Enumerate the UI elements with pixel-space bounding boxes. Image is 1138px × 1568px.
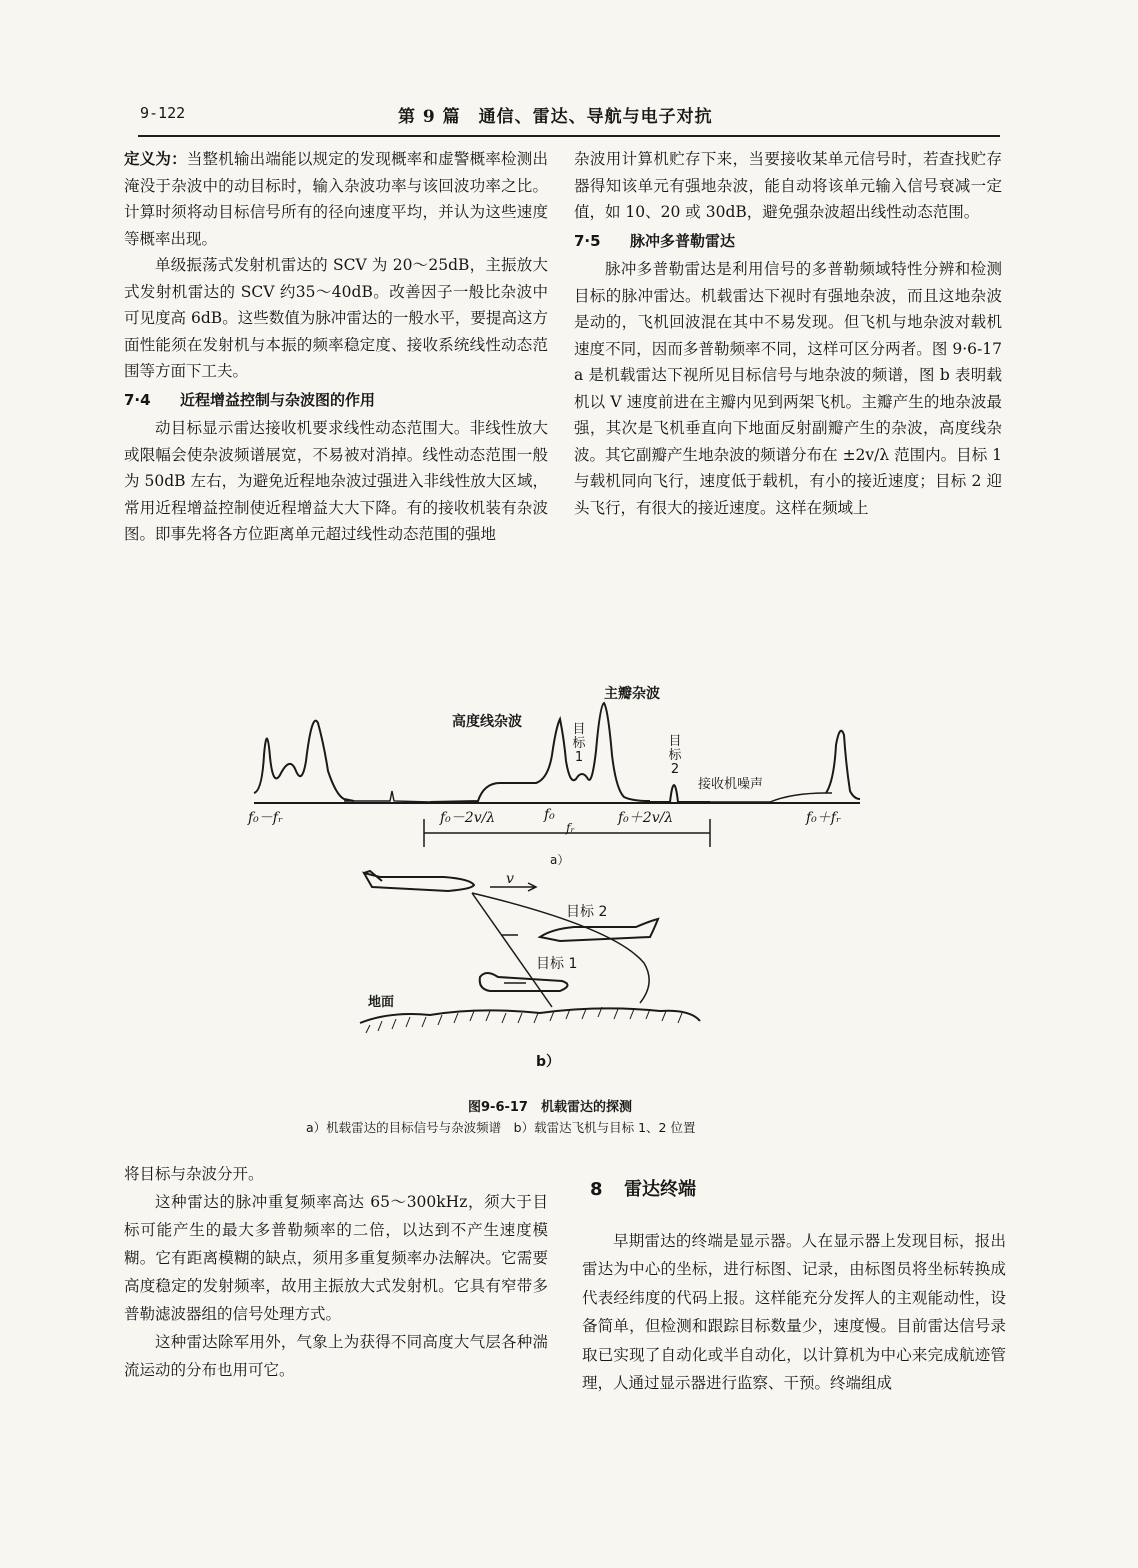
section-7-4-heading	[124, 387, 548, 414]
target2-aircraft	[540, 919, 658, 941]
section-title: 脉冲多普勒雷达	[630, 231, 736, 250]
figure-caption: 图9-6-17 机载雷达的探测	[468, 1100, 632, 1115]
label-target-2: 目标2	[668, 734, 682, 777]
ground-label: 地面	[368, 995, 395, 1010]
left-column-top	[124, 146, 548, 548]
right-column-bottom	[582, 1176, 1006, 1398]
definition-lead: 定义为：	[124, 149, 187, 168]
figure-subcaption: a）机载雷达的目标信号与杂波频谱 b）载雷达飞机与目标 1、2 位置	[306, 1120, 696, 1135]
noise-floor-left	[344, 791, 430, 802]
clutter-map-paragraph: 杂波用计算机贮存下来，当要接收某单元信号时，若查找贮存器得知该单元有强地杂波，能自动将该单元输入信号衰减一定值，如 10、20 或 30dB，避免强杂波超出线性动态范围。	[574, 150, 1002, 221]
section-title: 近程增益控制与杂波图的作用	[180, 390, 376, 409]
meteorology-paragraph: 这种雷达除军用外，气象上为获得不同高度大气层各种湍流运动的分布也用可它。	[124, 1333, 548, 1379]
label-receiver-noise: 接收机噪声	[698, 777, 764, 792]
axis-label-f0: f₀	[544, 807, 555, 823]
radar-terminal-paragraph: 早期雷达的终端是显示器。人在显示器上发现目标，报出雷达为中心的坐标，进行标图、记录，由标图员将坐标转换成代表经纬度的代码上报。这样能充分发挥人的主观能动性，设备简单，但检测和跟踪目标数量少，速度慢。目前雷达信号录取已实现了自动化或半自动化，以计算机为中心来完成航迹管理，人通过显示器进行监察、干预。终端组成	[582, 1231, 1006, 1392]
label-altitude-line-clutter: 高度线杂波	[452, 714, 522, 730]
section-8-heading	[590, 1176, 1006, 1205]
page-number: 9-122	[140, 104, 186, 122]
target1-aircraft	[480, 973, 568, 991]
velocity-label: v	[506, 871, 514, 887]
section-title: 雷达终端	[624, 1179, 696, 1200]
pulse-doppler-paragraph: 脉冲多普勒雷达是利用信号的多普勒频域特性分辨和检测目标的脉冲雷达。机载雷达下视时有强地杂波，而且这地杂波是动的，飞机回波混在其中不易发现。但飞机与地杂波对载机速度不同，因而多普勒频率不同，这样可区分两者。图 9·6-17 a 是机载雷达下视所见目标信号与地杂波的频谱，图 b 表明载机以 V 速度前进在主瓣内见到两架飞机。主瓣产生的地杂波最强，其次是飞机垂直向下地面反射副瓣产生的杂波，高度线杂波。其它副瓣产生地杂波的频谱分布在 ±2v/λ 范围内。目标 1 与载机同向飞行，速度低于载机，有小的接近速度；目标 2 迎头飞行，有很大的接近速度。这样在频域上	[574, 260, 1002, 517]
spectrum-left-cluster	[254, 721, 354, 801]
separation-paragraph: 将目标与杂波分开。	[124, 1165, 264, 1183]
subfigure-a-label: a）	[550, 853, 570, 867]
section-number: 7·4	[124, 390, 151, 409]
beam-line-vertical	[472, 893, 649, 1003]
spectrum-right-spike	[826, 731, 860, 799]
plane-label-target-2: 目标 2	[566, 904, 608, 920]
scv-paragraph: 单级振荡式发射机雷达的 SCV 为 20～25dB，主振放大式发射机雷达的 SCV 约35～40dB。改善因子一般比杂波中可见度高 6dB。这些数值为脉冲雷达的一般水平，要提高这方面性能须在发射机与本振的频率稳定度、接收系统线性动态范围等方面下工夫。	[124, 256, 548, 380]
left-column-bottom	[124, 1160, 548, 1384]
definition-paragraph	[124, 146, 548, 252]
definition-body: 当整机输出端能以规定的发现概率和虚警概率检测出淹没于杂波中的动目标时，输入杂波功率与该回波功率之比。计算时须将动目标信号所有的径向速度平均，并认为这些速度等概率出现。	[124, 150, 548, 248]
axis-label-fr: fᵣ	[566, 821, 575, 835]
axis-label-f0-minus-2v: f₀－2v/λ	[440, 810, 496, 826]
carrier-aircraft	[364, 873, 474, 891]
axis-label-f0-plus-fr: f₀＋fᵣ	[806, 810, 841, 826]
figure-airborne-radar	[240, 675, 880, 1075]
running-header	[140, 104, 1000, 130]
section-number: 8	[590, 1179, 603, 1200]
subfigure-b-label: b）	[536, 1054, 561, 1070]
header-rule	[138, 135, 1000, 137]
chapter-title: 第 9 篇 通信、雷达、导航与电子对抗	[398, 107, 713, 127]
axis-label-f0-minus-fr: f₀－fᵣ	[248, 810, 283, 826]
label-mainlobe-clutter: 主瓣杂波	[604, 686, 660, 702]
axis-label-f0-plus-2v: f₀＋2v/λ	[618, 810, 674, 826]
plane-label-target-1: 目标 1	[536, 956, 578, 972]
figure-drawing	[240, 675, 880, 1075]
gain-control-paragraph: 动目标显示雷达接收机要求线性动态范围大。非线性放大或限幅会使杂波频谱展宽，不易被对消掉。线性动态范围一般为 50dB 左右，为避免近程地杂波过强进入非线性放大区域，常用近程增益控制使近程增益大大下降。有的接收机装有杂波图。即事先将各方位距离单元超过线性动态范围的强地	[124, 419, 548, 543]
section-7-5-heading	[574, 228, 1002, 255]
prf-paragraph: 这种雷达的脉冲重复频率高达 65～300kHz，须大于目标可能产生的最大多普勒频率的二倍，以达到不产生速度模糊。它有距离模糊的缺点，须用多重复频率办法解决。它需要高度稳定的发射频率，故用主振放大式发射机。它具有窄带多普勒滤波器组的信号处理方式。	[124, 1193, 548, 1323]
right-column-top	[574, 146, 1002, 521]
receiver-noise-floor	[710, 793, 832, 802]
label-target-1: 目标1	[572, 722, 586, 765]
section-number: 7·5	[574, 231, 601, 250]
